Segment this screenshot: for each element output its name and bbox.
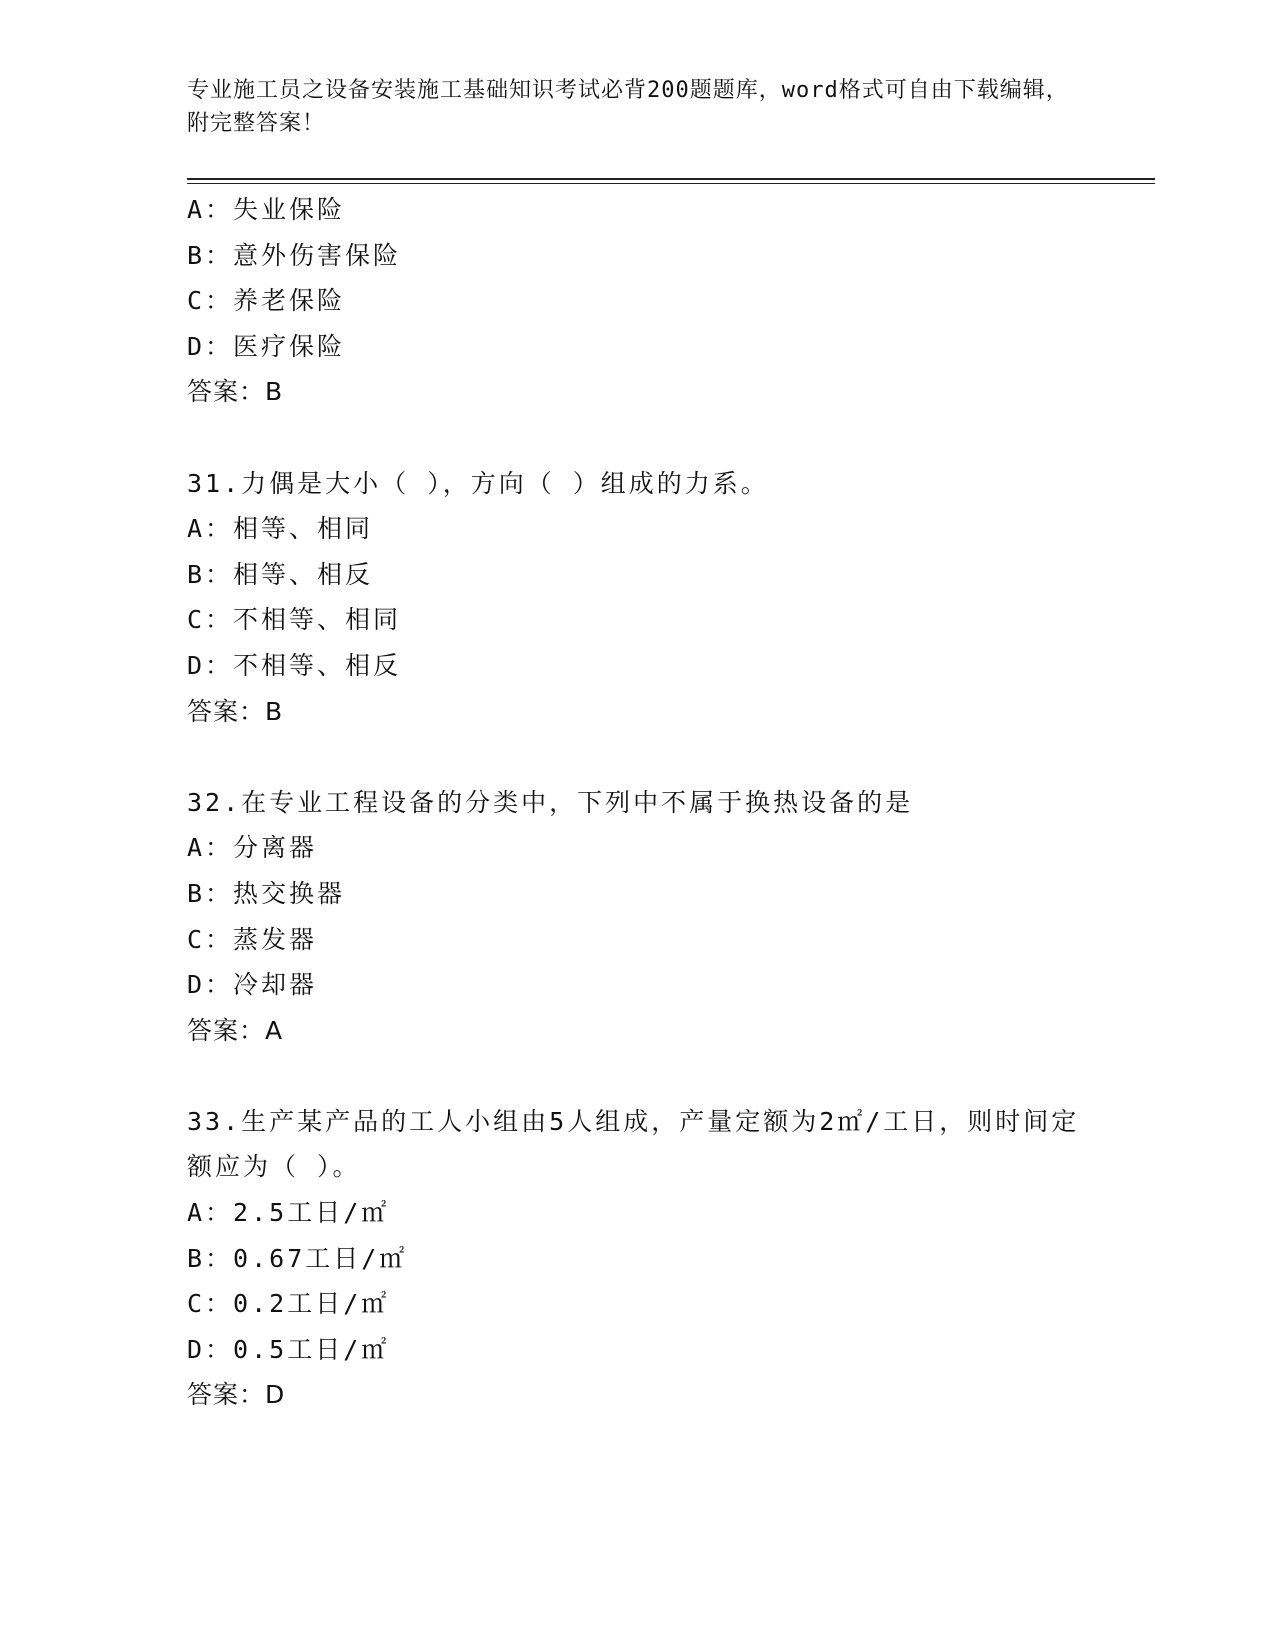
option-a: A：2.5工日/㎡ [187,1198,390,1228]
option-b: B：热交换器 [187,878,346,908]
option-d: D：医疗保险 [187,331,346,361]
spacer [187,734,1087,780]
question-stem: 31.力偶是大小（ ），方向（ ）组成的力系。 [187,468,769,498]
question-stem: 32.在专业工程设备的分类中，下列中不属于换热设备的是 [187,787,914,817]
answer-line: 答案：A [187,1015,284,1045]
question-block [187,1099,1087,1418]
answer-line: 答案：B [187,696,284,726]
option-a: A：相等、相同 [187,514,374,544]
spacer [187,415,1087,461]
option-b: B：相等、相反 [187,559,374,589]
question-stem: 33.生产某产品的工人小组由5人组成，产量定额为2㎡/工日，则时间定额应为（ ）。 [187,1106,1080,1182]
option-d: D：冷却器 [187,970,318,1000]
answer-line: 答案：D [187,1380,286,1410]
option-d: D：不相等、相反 [187,650,402,680]
option-c: C：养老保险 [187,286,346,316]
option-c: C：蒸发器 [187,924,318,954]
answer-line: 答案：B [187,377,284,407]
question-list [187,187,1087,1418]
option-b: B：意外伤害保险 [187,240,402,270]
spacer [187,1053,1087,1099]
title-divider-thin [187,183,1155,184]
question-block [187,461,1087,735]
document-title: 专业施工员之设备安装施工基础知识考试必背200题题库，word格式可自由下载编辑，附完整答案！ [187,78,1069,136]
option-b: B：0.67工日/㎡ [187,1243,408,1273]
question-block [187,780,1087,1054]
question-block [187,187,1087,415]
option-d: D：0.5工日/㎡ [187,1334,390,1364]
option-c: C：0.2工日/㎡ [187,1289,390,1319]
option-c: C：不相等、相同 [187,605,402,635]
option-a: A：失业保险 [187,195,346,224]
title-divider-thick [187,178,1155,180]
option-a: A：分离器 [187,833,318,863]
